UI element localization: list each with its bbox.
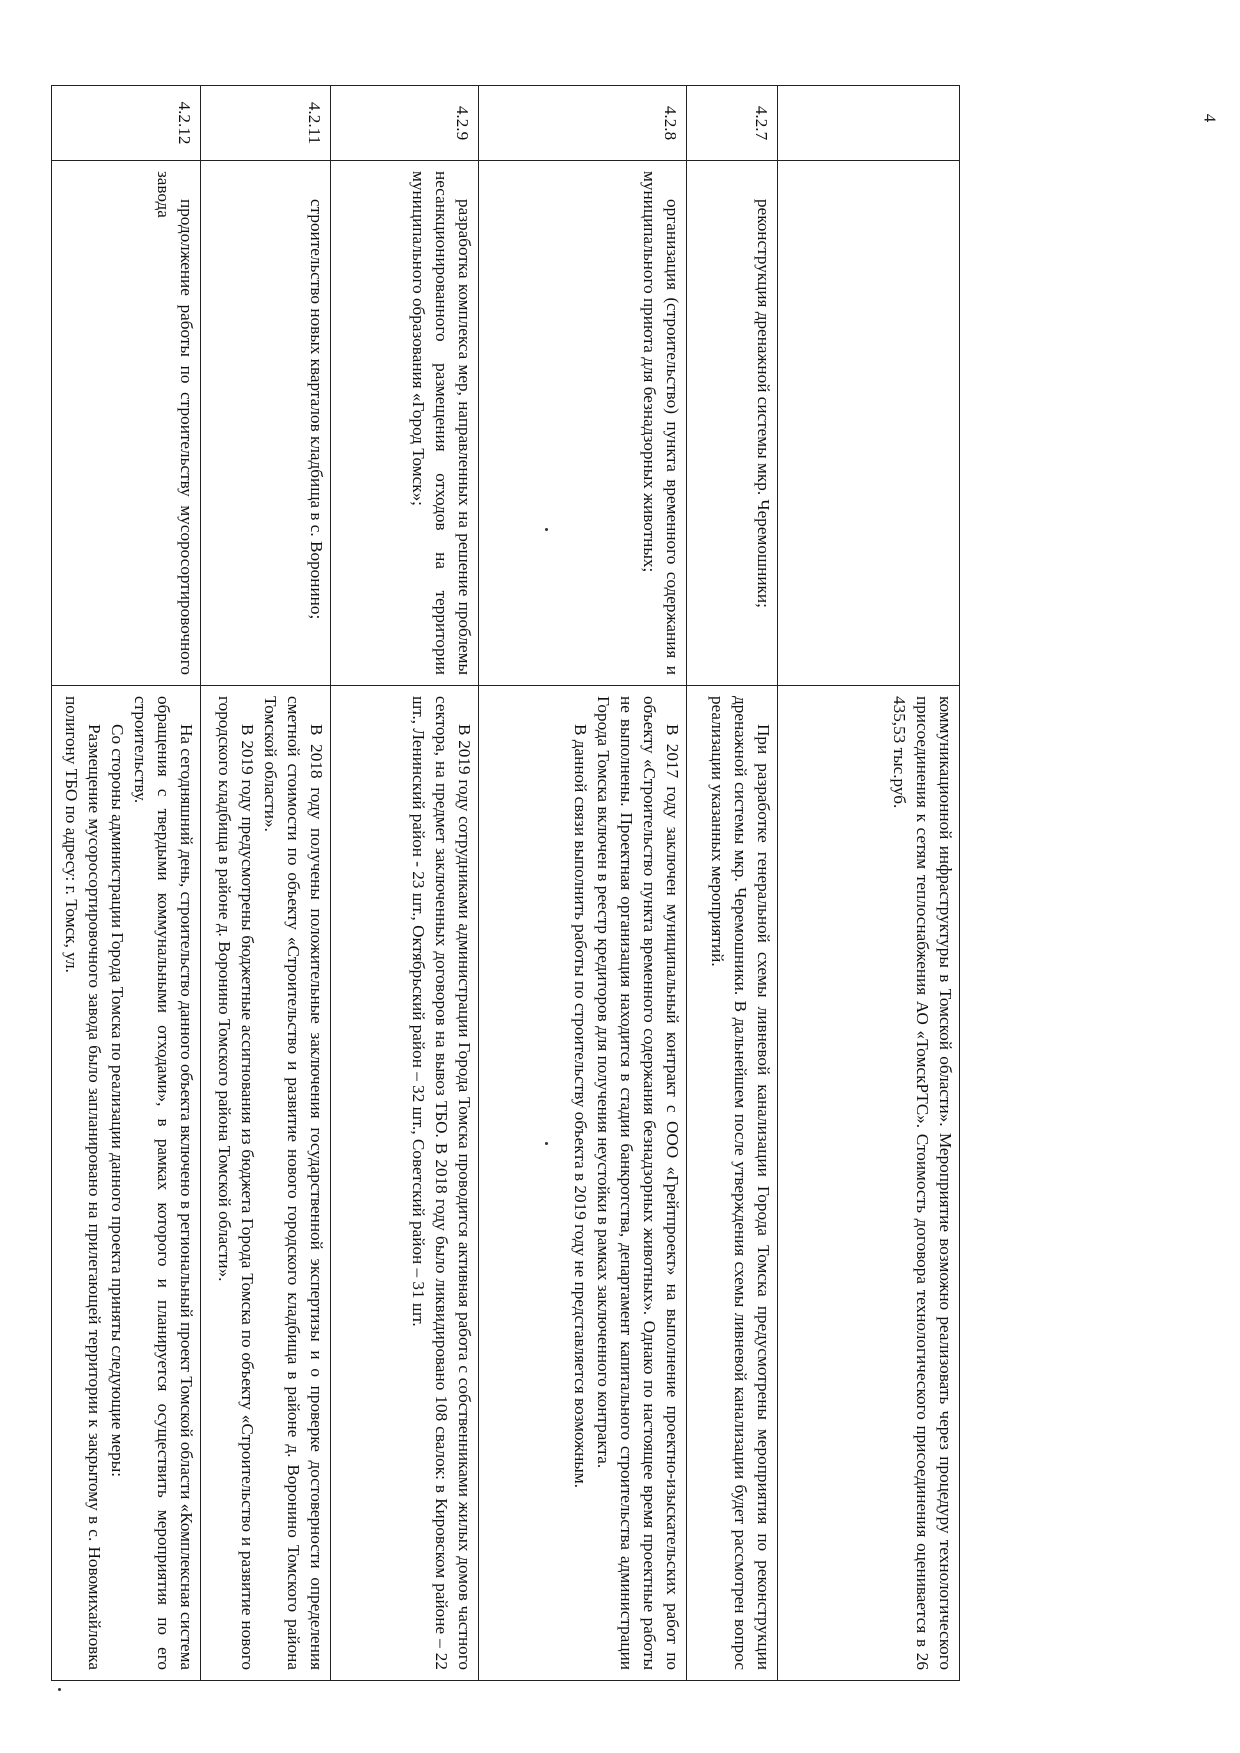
measure-status <box>52 686 201 1681</box>
row-number: 4.2.7 <box>687 86 778 161</box>
table-row <box>331 86 479 1681</box>
table-row <box>778 86 960 1681</box>
measure-name: строительство новых кварталов кладбища в с. Воронино; <box>201 161 331 686</box>
table-row <box>687 86 778 1681</box>
status-paragraph: В 2019 году предусмотрены бюджетные ассигнования из бюджета Города Томска по объекту «Строительство и развитие нового городского кладбища в районе д. Воронино Томского района Томской области». <box>215 696 257 1670</box>
status-paragraph: В данной связи выполнить работы по строительству объекта в 2019 году не представляется возможным. <box>571 724 590 1489</box>
scan-speck <box>58 1688 61 1691</box>
measure-status <box>479 686 687 1681</box>
status-paragraph: коммуникационной инфраструктуры в Томской области». Мероприятие возможно реализовать через процедуру технологического присоединения к сетям теплоснабжения АО «ТомскРТС». Стоимость договора технологического присоединения оценивается в 26 435,53 тыс.руб. <box>890 696 955 1670</box>
measure-name: разработка комплекса мер, направленных на решение проблемы несанкционированного размещения отходов на территории муниципального образования «Город Томск»; <box>331 161 479 686</box>
row-number: 4.2.8 <box>479 86 687 161</box>
row-number: 4.2.12 <box>52 86 201 161</box>
measure-status <box>331 686 479 1681</box>
status-paragraph: В 2018 году получены положительные заключения государственной экспертизы и о проверке достоверности определения сметной стоимости по объекту «Строительство и развитие нового городского кладбища в районе д. Воронино Томского района Томской области». <box>261 696 326 1670</box>
table-row <box>201 86 331 1681</box>
measure-name: реконструкция дренажной системы мкр. Черемошники; <box>687 161 778 686</box>
measure-name: организация (строительство) пункта временного содержания и муниципального приюта для безнадзорных животных; <box>479 161 687 686</box>
status-paragraph: В 2019 году сотрудниками администрации Города Томска проводится активная работа с собственниками жилых домов частного сектора, на предмет заключенных договоров на вывоз ТБО. В 2018 году было ликвидировано 108 свалок: в Кировском районе – 22 шт., Ленинский район - 23 шт., Октябрьский район – 32 шт., Советский район – 31 шт. <box>409 696 474 1670</box>
measure-status <box>778 686 960 1681</box>
status-paragraph: Размещение мусоросортировочного завода было запланировано на прилегающей территории к закрытому в с. Новомихайловка полигону ТБО по адресу: г. Томск, ул. <box>62 696 104 1670</box>
measure-status <box>687 686 778 1681</box>
status-paragraph: Со стороны администрации Города Томска по реализации данного проекта приняты следующие меры: <box>108 724 127 1478</box>
row-number: 4.2.9 <box>331 86 479 161</box>
row-number: 4.2.11 <box>201 86 331 161</box>
measure-name: продолжение работы по строительству мусоросортировочного завода <box>52 161 201 686</box>
table-row <box>479 86 687 1681</box>
table-row <box>52 86 201 1681</box>
page-number: 4 <box>1200 113 1220 123</box>
status-paragraph: В 2017 году заключен муниципальный контракт с ООО «Грейтпроект» на выполнение проектно-изыскательских работ по объекту «Строительство пункта временного содержания безнадзорных животных». Однако по настоящее время проектные работы не выполнены. Проектная организация находится в стадии банкротства, департамент капитального строительства администрации Города Томска включен в реестр кредиторов для получения неустойки в рамках заключенного контракта. <box>594 696 682 1670</box>
measures-table <box>51 85 960 1681</box>
measure-status <box>201 686 331 1681</box>
status-paragraph: При разработке генеральной схемы ливневой канализации Города Томска предусмотрены мероприятия по реконструкции дренажной системы мкр. Черемошники. В дальнейшем после утверждения схемы ливневой канализации будет рассмотрен вопрос реализации указанных мероприятий. <box>708 696 773 1670</box>
measure-name <box>778 161 960 686</box>
rotated-table-container <box>62 85 960 1680</box>
row-number <box>778 86 960 161</box>
status-paragraph: На сегодняшний день, строительство данного объекта включено в региональный проект Томской области «Комплексная система обращения с твердыми коммунальными отходами», в рамках которого и планируется осуществить мероприятия по его строительству. <box>131 696 196 1670</box>
